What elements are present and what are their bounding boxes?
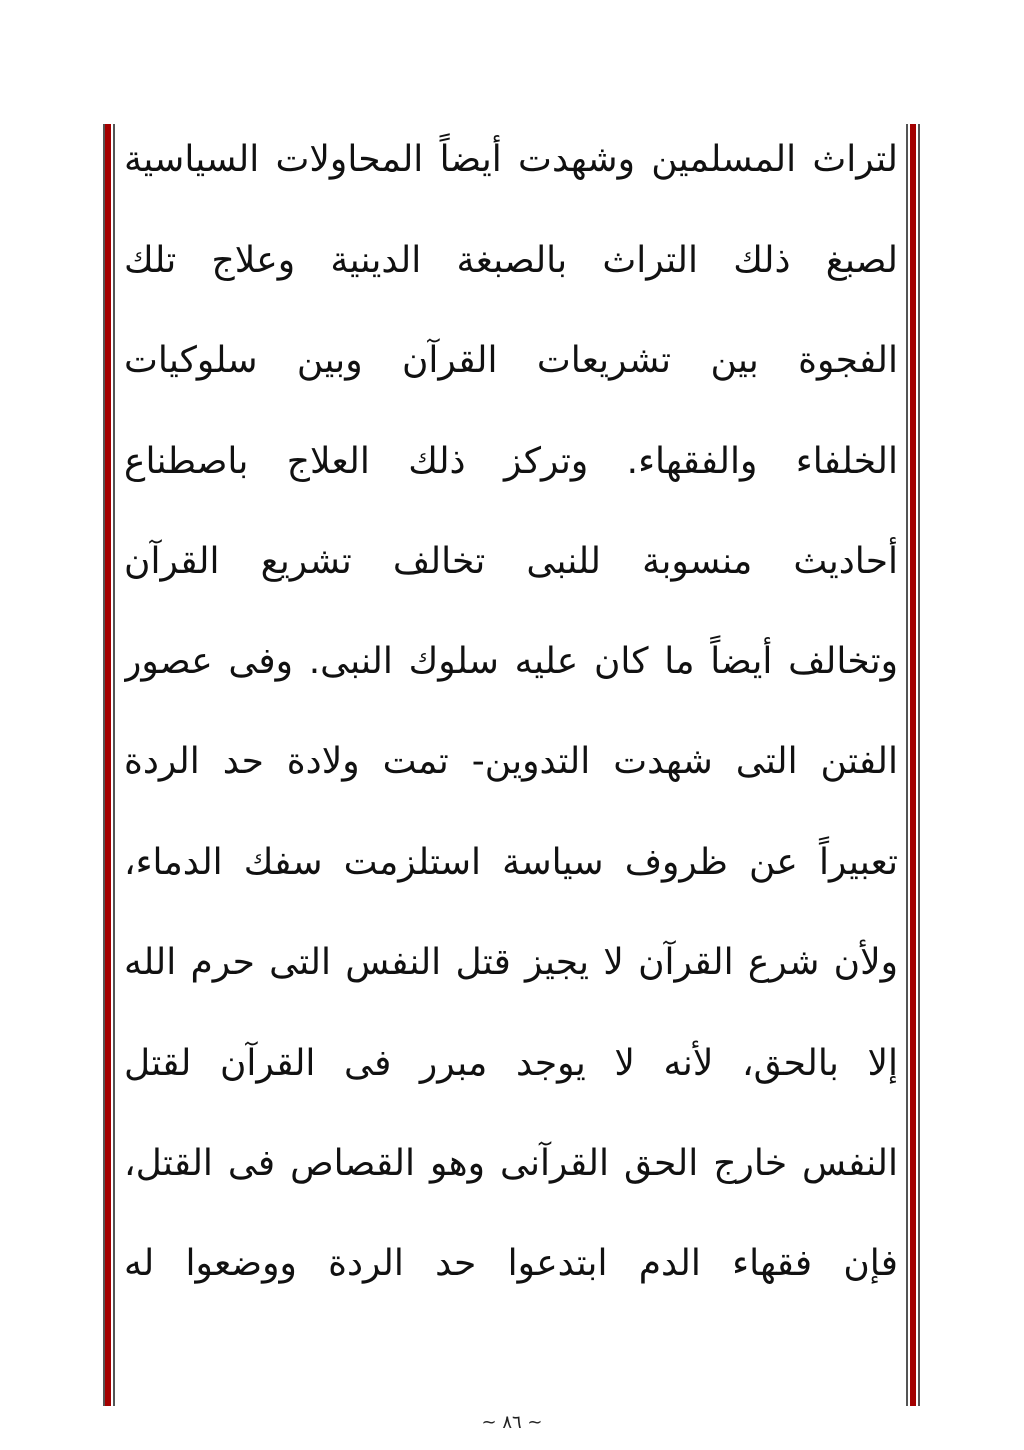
body-text xyxy=(118,124,904,1406)
left-border-ornament xyxy=(103,124,117,1406)
right-border-red-bar xyxy=(910,124,916,1406)
text-line: النفس خارج الحق القرآنى وهو القصاص فى القتل، xyxy=(124,1143,898,1184)
left-border-red-bar xyxy=(105,124,111,1406)
page-number: ~ ٨٦ ~ xyxy=(481,1412,543,1433)
text-line: أحاديث منسوبة للنبى تخالف تشريع القرآن xyxy=(124,541,898,582)
text-line: لصبغ ذلك التراث بالصبغة الدينية وعلاج تلك xyxy=(124,240,898,281)
left-border-inner-line xyxy=(113,124,115,1406)
text-line: إلا بالحق، لأنه لا يوجد مبرر فى القرآن لقتل xyxy=(124,1043,898,1084)
text-line: ولأن شرع القرآن لا يجيز قتل النفس التى حرم الله xyxy=(124,942,898,983)
text-line: لتراث المسلمين وشهدت أيضاً المحاولات السياسية xyxy=(124,139,898,180)
text-line: الفجوة بين تشريعات القرآن وبين سلوكيات xyxy=(124,340,898,381)
right-border-ornament xyxy=(906,124,920,1406)
right-border-outer-line xyxy=(918,124,920,1406)
right-border-inner-line xyxy=(906,124,908,1406)
text-line: تعبيراً عن ظروف سياسة استلزمت سفك الدماء، xyxy=(124,842,898,883)
text-line: فإن فقهاء الدم ابتدعوا حد الردة ووضعوا له xyxy=(124,1243,898,1284)
text-line: وتخالف أيضاً ما كان عليه سلوك النبى. وفى عصور xyxy=(124,641,898,682)
text-line: الفتن التى شهدت التدوين- تمت ولادة حد الردة xyxy=(124,741,898,782)
text-line: الخلفاء والفقهاء. وتركز ذلك العلاج باصطناع xyxy=(124,441,898,482)
